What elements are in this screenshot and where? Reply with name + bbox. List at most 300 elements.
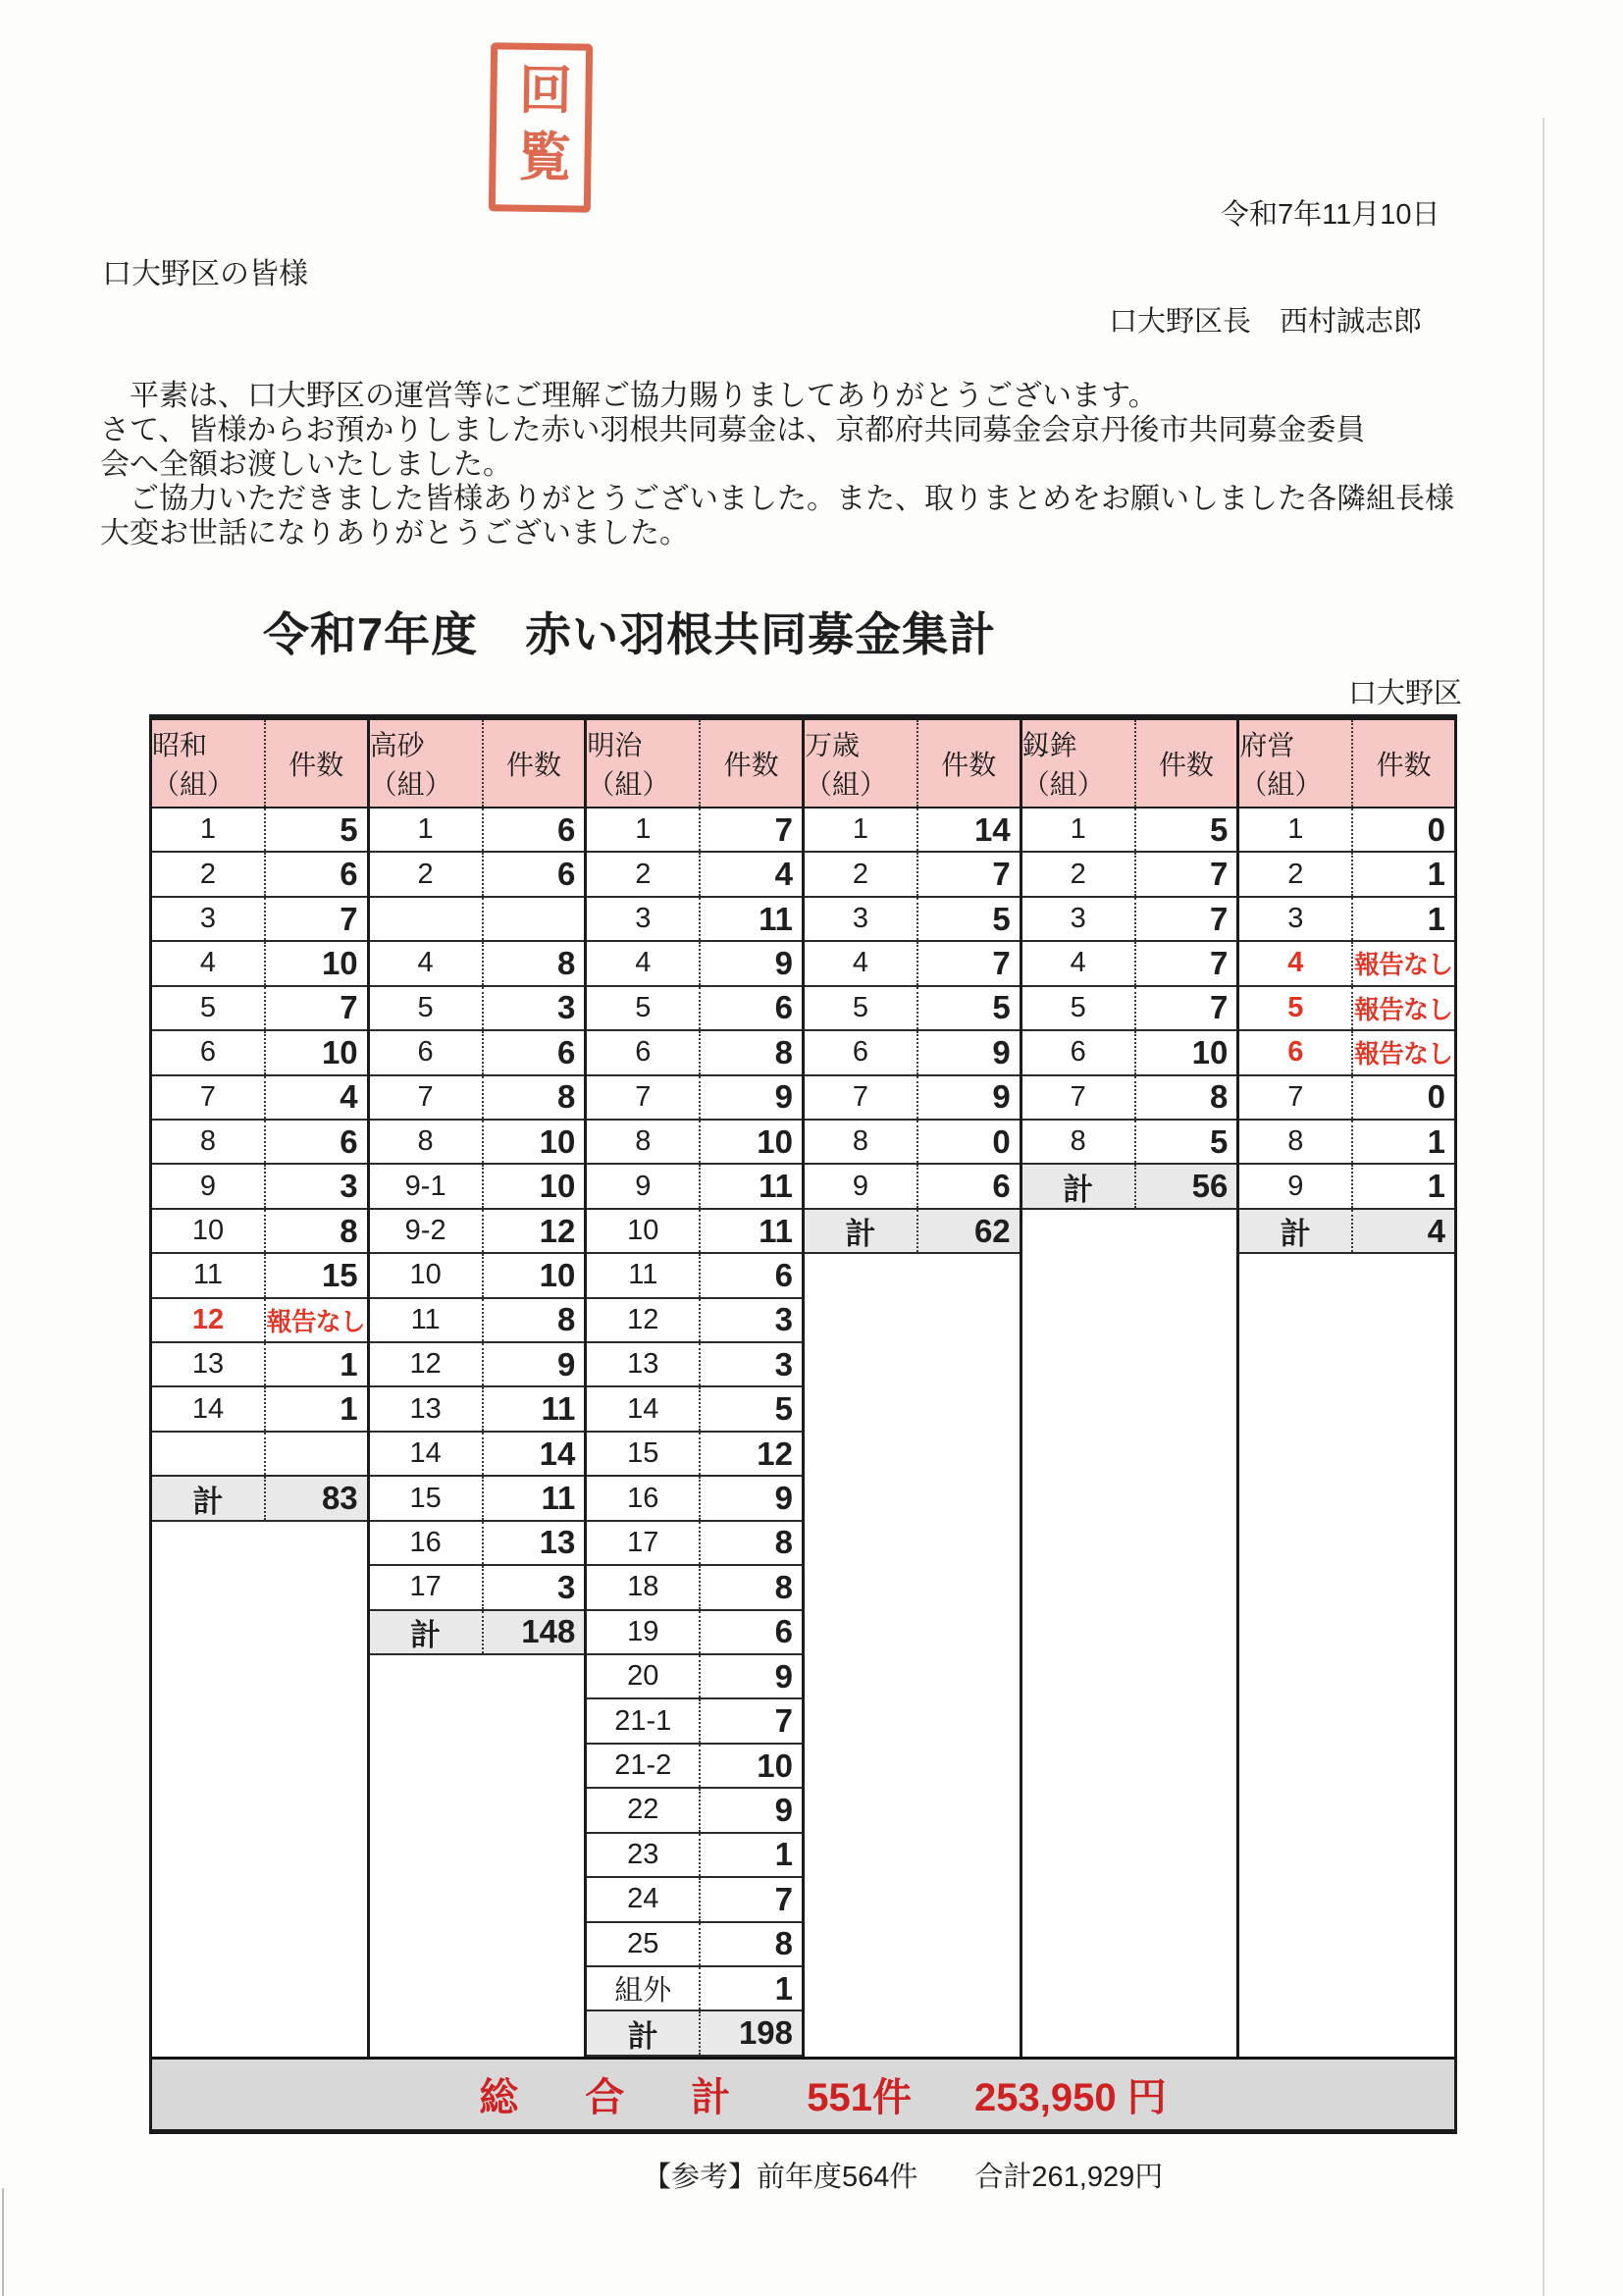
count-cell: 報告なし [1354,1039,1453,1070]
count-cell: 10 [1191,1033,1229,1070]
column-header-2 [587,720,805,807]
count-cell: 9 [992,1033,1011,1070]
scan-artifact-line [2,2188,4,2296]
count-cell: 12 [757,1435,793,1472]
table-row [587,1967,802,2011]
group-cell: 組外 [587,1967,701,2009]
count-cell: 148 [521,1613,576,1650]
table-row [370,942,585,986]
count-cell: 56 [1191,1168,1229,1205]
count-cell: 5 [992,989,1011,1026]
table-row [1239,853,1454,897]
group-cell: 9-1 [370,1165,484,1207]
grand-total-row [152,2057,1454,2129]
count-cell: 11 [541,1390,576,1428]
table-row [1022,1031,1237,1075]
group-cell: 1 [805,809,918,851]
count-cell: 3 [774,1345,793,1383]
count-cell: 7 [1209,944,1229,981]
group-cell: 17 [370,1566,484,1608]
group-cell: 5 [1239,987,1353,1029]
count-cell: 5 [340,810,358,848]
group-cell: 5 [1022,987,1136,1029]
table-row [587,1611,802,1655]
sender-name: 口大野区長 西村誠志郎 [1109,306,1423,338]
group-cell: 12 [587,1299,701,1341]
group-cell: 12 [370,1343,484,1385]
table-row [587,1789,802,1833]
table-row [152,1165,367,1209]
group-cell: 7 [1022,1076,1136,1119]
column-header-4 [1022,720,1240,807]
table-row [370,1611,585,1655]
table-row [1022,1165,1237,1209]
count-cell: 8 [340,1212,358,1249]
count-cell: 3 [556,1568,576,1605]
table-row [587,1878,802,1922]
table-row [1239,1031,1454,1075]
count-cell: 7 [340,989,358,1026]
table-row [587,1834,802,1878]
count-cell: 7 [1209,856,1229,893]
count-cell: 報告なし [1354,950,1453,980]
group-cell: 9 [1239,1165,1353,1207]
count-cell: 1 [340,1390,358,1428]
count-cell: 11 [759,1212,793,1249]
table-row [587,1522,802,1566]
count-cell: 6 [340,856,358,893]
group-cell: 5 [805,987,918,1029]
table-row [370,1076,585,1121]
group-cell: 7 [1239,1076,1353,1119]
group-header-cell: 明治（組） [587,720,701,807]
table-columns [152,809,1454,2057]
group-header-cell: 府営（組） [1239,720,1353,807]
group-cell: 3 [805,898,918,940]
table-column-3 [805,809,1022,2057]
count-cell: 4 [1427,1212,1446,1249]
table-row [587,1343,802,1387]
group-cell: 25 [587,1923,701,1965]
count-cell: 10 [757,1747,793,1784]
count-cell: 1 [1427,1122,1446,1160]
table-row [152,1343,367,1387]
count-cell [484,898,585,940]
count-cell: 7 [340,900,358,937]
group-cell: 2 [370,853,484,895]
group-cell: 13 [152,1343,266,1385]
count-cell: 3 [340,1168,358,1205]
count-cell: 1 [1427,856,1446,893]
group-cell: 10 [152,1210,266,1252]
body-line: ご協力いただきました皆様ありがとうございました。また、取りまとめをお願いしました各隣組長様 [100,483,1454,515]
group-cell [370,898,484,940]
count-header-cell: 件数 [941,750,997,780]
group-cell: 1 [370,809,484,851]
group-cell: 2 [152,853,266,895]
group-cell: 2 [1239,853,1353,895]
table-row [370,1387,585,1432]
count-cell: 10 [539,1168,576,1205]
table-row [805,809,1020,853]
count-cell: 0 [992,1122,1011,1160]
count-header-cell: 件数 [723,750,779,780]
count-cell: 5 [774,1390,793,1428]
group-cell: 13 [587,1343,701,1385]
group-cell: 3 [587,898,701,940]
group-cell: 16 [587,1477,701,1519]
table-row [587,809,802,853]
kairan-circulation-stamp [489,42,593,212]
table-row [587,942,802,986]
column-header-0 [152,720,370,807]
table-row [152,1433,367,1477]
group-cell: 5 [587,987,701,1029]
table-row [805,1076,1020,1121]
table-row [1022,1121,1237,1165]
group-cell: 計 [587,2011,701,2054]
table-row [587,1566,802,1610]
count-cell: 1 [1427,900,1446,937]
group-cell [152,1433,266,1475]
group-cell: 計 [370,1611,484,1653]
grand-total-count: 551件 [807,2076,913,2119]
group-cell: 7 [152,1076,266,1119]
table-row [370,987,585,1031]
table-row [370,1343,585,1387]
count-cell: 13 [539,1524,576,1561]
group-header-cell: 高砂（組） [370,720,484,807]
grand-total-amount: 253,950 円 [974,2076,1167,2119]
count-cell: 0 [1427,810,1446,848]
table-row [587,1477,802,1521]
group-cell: 5 [152,987,266,1029]
count-cell [266,1433,367,1475]
body-line: 平素は、口大野区の運営等にご理解ご協力賜りましてありがとうございます。 [100,380,1158,412]
group-cell: 21-2 [587,1745,701,1787]
count-cell: 6 [556,856,576,893]
table-column-4 [1022,809,1240,2057]
group-cell: 3 [1022,898,1136,940]
count-cell: 6 [774,1256,793,1293]
table-row [587,1031,802,1075]
count-cell: 7 [774,1880,793,1917]
count-cell: 15 [321,1256,358,1293]
group-cell: 7 [370,1076,484,1119]
table-row [1239,1165,1454,1209]
table-row [152,1210,367,1254]
group-cell: 8 [1239,1121,1353,1163]
table-row [587,2011,802,2056]
table-row [1022,1076,1237,1121]
group-cell: 計 [1239,1210,1353,1252]
group-cell: 7 [587,1076,701,1119]
table-row [1022,853,1237,897]
table-row [370,1566,585,1610]
table-row [587,1210,802,1254]
group-cell: 21-1 [587,1699,701,1742]
group-cell: 20 [587,1655,701,1697]
group-cell: 19 [587,1611,701,1653]
count-cell: 9 [774,1078,793,1116]
table-row [587,1655,802,1699]
count-cell: 14 [539,1435,576,1472]
count-cell: 3 [556,989,576,1026]
group-cell: 13 [370,1387,484,1430]
group-cell: 14 [152,1387,266,1430]
count-cell: 1 [774,1969,793,2007]
column-filler [152,1522,367,2057]
table-row [805,1165,1020,1209]
table-row [152,1076,367,1121]
group-cell: 4 [1239,942,1353,984]
group-header-cell: 釼鉾（組） [1022,720,1136,807]
previous-year-footnote: 【参考】前年度564件 合計261,929円 [643,2162,1164,2193]
addressee: 口大野区の皆様 [102,258,308,290]
group-cell: 6 [587,1031,701,1073]
group-cell: 2 [1022,853,1136,895]
count-cell: 4 [774,856,793,893]
group-cell: 1 [1239,809,1353,851]
table-row [370,1299,585,1343]
document-date: 令和7年11月10日 [1221,199,1440,231]
table-row [370,1433,585,1477]
count-cell: 3 [774,1301,793,1338]
column-header-5 [1239,720,1454,807]
count-cell: 1 [774,1836,793,1873]
group-cell: 1 [587,809,701,851]
group-cell: 6 [370,1031,484,1073]
table-row [152,1387,367,1432]
table-row [587,853,802,897]
table-row [370,1522,585,1566]
table-column-2 [587,809,805,2057]
grand-total-label: 総 合 計 [479,2076,745,2119]
group-cell: 計 [152,1477,266,1519]
group-cell: 10 [587,1210,701,1252]
count-cell: 0 [1427,1078,1446,1116]
count-header-cell: 件数 [1376,750,1432,780]
group-cell: 14 [370,1433,484,1475]
table-row [1022,942,1237,986]
table-row [152,1299,367,1343]
table-row [805,1210,1020,1254]
scan-artifact-line [1543,118,1544,2296]
table-row [370,1210,585,1254]
count-cell: 6 [774,1613,793,1650]
table-row [1239,1076,1454,1121]
table-header-row [152,720,1454,809]
table-row [587,1076,802,1121]
table-row [805,853,1020,897]
count-cell: 8 [774,1033,793,1070]
group-cell: 5 [370,987,484,1029]
table-row [587,1299,802,1343]
count-cell: 7 [774,1702,793,1740]
stamp-text: 回覧 [510,61,571,196]
table-row [587,1121,802,1165]
count-cell: 7 [1209,900,1229,937]
group-cell: 1 [1022,809,1136,851]
group-cell: 14 [587,1387,701,1430]
count-cell: 83 [321,1480,358,1517]
table-row [805,1031,1020,1075]
table-row [1239,1210,1454,1254]
body-line: 会へ全額お渡しいたしました。 [100,448,512,481]
group-cell: 2 [805,853,918,895]
group-cell: 4 [805,942,918,984]
table-row [805,942,1020,986]
group-cell: 23 [587,1834,701,1876]
count-cell: 14 [973,810,1011,848]
count-cell: 9 [774,1480,793,1517]
table-row [587,1699,802,1744]
count-cell: 198 [738,2014,793,2052]
count-cell: 10 [757,1122,793,1160]
count-cell: 10 [539,1256,576,1293]
group-cell: 4 [587,942,701,984]
count-cell: 報告なし [266,1306,365,1336]
group-cell: 8 [1022,1121,1136,1163]
table-column-1 [370,809,588,2057]
count-cell: 9 [774,1791,793,1828]
table-row [587,1923,802,1967]
table-row [152,1121,367,1165]
count-cell: 8 [556,1078,576,1116]
table-row [1239,987,1454,1031]
group-cell: 1 [152,809,266,851]
count-cell: 7 [992,856,1011,893]
group-cell: 計 [1022,1165,1136,1207]
group-cell: 8 [370,1121,484,1163]
group-cell: 18 [587,1566,701,1608]
group-cell: 15 [587,1433,701,1475]
group-cell: 11 [152,1254,266,1296]
group-cell: 16 [370,1522,484,1564]
count-cell: 8 [556,1301,576,1338]
table-row [587,1387,802,1432]
count-cell: 8 [774,1524,793,1561]
count-cell: 10 [539,1122,576,1160]
group-cell: 4 [152,942,266,984]
table-row [152,809,367,853]
table-row [1239,1121,1454,1165]
group-cell: 12 [152,1299,266,1341]
table-row [370,1121,585,1165]
count-cell: 報告なし [1354,994,1453,1024]
count-cell: 11 [759,1168,793,1205]
count-cell: 4 [340,1078,358,1116]
group-cell: 17 [587,1522,701,1564]
table-row [587,898,802,942]
group-cell: 9 [805,1165,918,1207]
group-cell: 8 [587,1121,701,1163]
group-cell: 計 [805,1210,918,1252]
table-row [152,1477,367,1521]
group-cell: 6 [1022,1031,1136,1073]
count-cell: 8 [774,1568,793,1605]
count-cell: 9 [556,1345,576,1383]
table-row [152,853,367,897]
count-cell: 5 [992,900,1011,937]
column-filler [805,1254,1020,2057]
count-cell: 5 [1209,810,1229,848]
group-cell: 11 [587,1254,701,1296]
group-cell: 4 [370,942,484,984]
district-label: 口大野区 [1348,678,1463,709]
table-row [1239,942,1454,986]
count-cell: 8 [774,1925,793,1962]
count-cell: 7 [774,810,793,848]
table-row [587,1433,802,1477]
group-cell: 9-2 [370,1210,484,1252]
body-text [100,379,1513,550]
table-row [152,987,367,1031]
count-cell: 11 [541,1480,576,1517]
table-row [805,1121,1020,1165]
count-cell: 10 [321,1033,358,1070]
count-cell: 9 [774,944,793,981]
group-cell: 6 [1239,1031,1353,1073]
table-column-5 [1239,809,1454,2057]
count-header-cell: 件数 [288,750,344,780]
table-row [370,1165,585,1209]
group-header-cell: 昭和（組） [152,720,266,807]
count-header-cell: 件数 [1158,750,1214,780]
page-title: 令和7年度 赤い羽根共同募金集計 [263,608,997,660]
count-cell: 9 [992,1078,1011,1116]
table-row [587,1165,802,1209]
table-row [587,1254,802,1298]
group-cell: 10 [370,1254,484,1296]
table-row [152,1031,367,1075]
table-row [152,1254,367,1298]
group-cell: 9 [587,1165,701,1207]
count-cell: 11 [759,900,793,937]
table-row [152,942,367,986]
group-cell: 7 [805,1076,918,1119]
donation-summary-table [149,714,1457,2134]
count-cell: 10 [321,944,358,981]
count-cell: 1 [340,1345,358,1383]
count-cell: 6 [340,1122,358,1160]
group-cell: 22 [587,1789,701,1831]
table-row [805,898,1020,942]
group-header-cell: 万歳（組） [805,720,918,807]
count-cell: 8 [1209,1078,1229,1116]
table-row [1022,898,1237,942]
table-row [1239,898,1454,942]
table-row [152,898,367,942]
table-row [370,853,585,897]
table-row [1022,987,1237,1031]
table-row [370,1477,585,1521]
group-cell: 11 [370,1299,484,1341]
table-row [370,809,585,853]
count-cell: 8 [556,944,576,981]
count-cell: 1 [1427,1168,1446,1205]
group-cell: 8 [805,1121,918,1163]
column-header-3 [805,720,1022,807]
table-row [1022,809,1237,853]
count-cell: 6 [992,1168,1011,1205]
count-header-cell: 件数 [505,750,561,780]
count-cell: 5 [1209,1122,1229,1160]
group-cell: 9 [152,1165,266,1207]
body-line: さて、皆様からお預かりしました赤い羽根共同募金は、京都府共同募金会京丹後市共同募金委員 [100,414,1366,446]
table-row [587,987,802,1031]
group-cell: 15 [370,1477,484,1519]
